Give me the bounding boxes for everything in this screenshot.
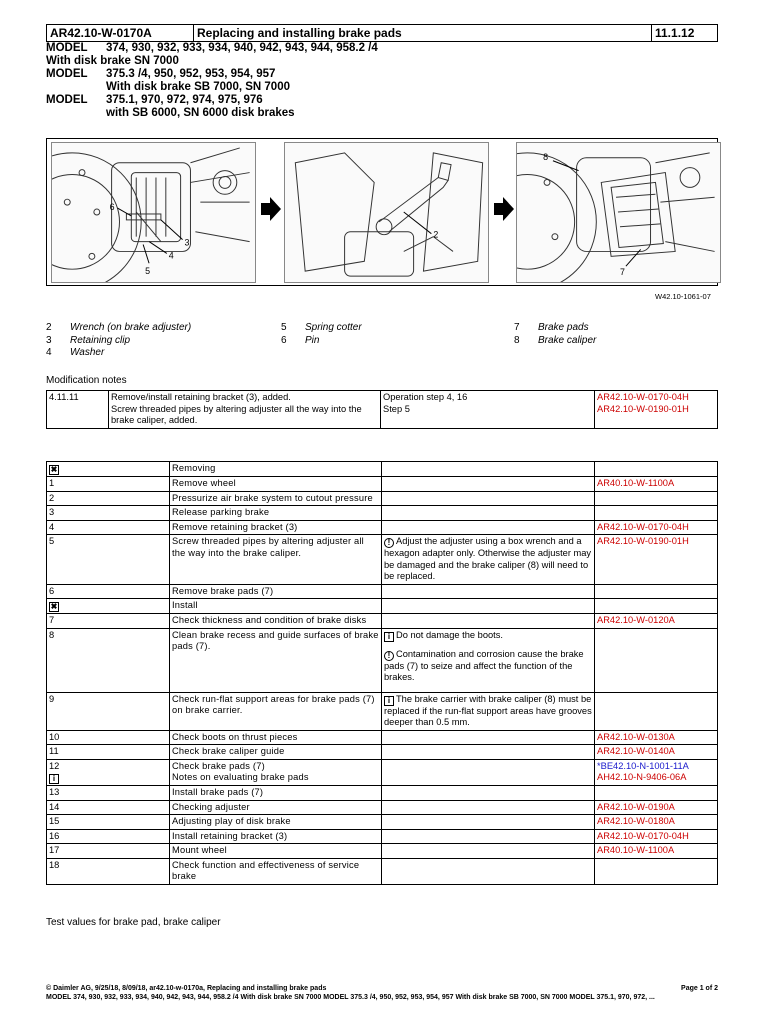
reference-link[interactable]: AH42.10-N-9406-06A — [597, 772, 687, 782]
info-icon: i — [384, 632, 394, 642]
model-label: MODEL — [46, 68, 88, 80]
note-paragraph: i The brake carrier with brake caliper (8) must be replaced if the run-flat support areas have grooves deeper than 0.5 mm. — [384, 693, 592, 727]
step-reference — [595, 858, 718, 884]
step-note — [382, 829, 595, 844]
section-icon: ✖ — [50, 602, 58, 611]
step-note — [382, 614, 595, 629]
caution-icon: ! — [384, 538, 394, 548]
mod-ref-link[interactable]: AR42.10-W-0170-04H — [597, 392, 689, 402]
reference-link[interactable]: AR42.10-W-0140A — [597, 746, 675, 756]
doc-id: AR42.10-W-0170A — [47, 25, 194, 41]
legend-item: 6 Pin — [281, 334, 320, 346]
step-note — [382, 745, 595, 760]
model-brake: With disk brake SN 7000 — [46, 55, 179, 67]
step-note — [382, 759, 595, 786]
step-reference — [595, 462, 718, 477]
reference-link[interactable]: *BE42.10-N-1001-11A — [597, 760, 689, 771]
step-number: 6 — [47, 584, 170, 599]
step-row — [47, 815, 718, 830]
step-note — [382, 506, 595, 521]
reference-link[interactable]: AR42.10-W-0190-01H — [597, 536, 689, 546]
illustration-panel-3 — [516, 142, 721, 283]
model-row — [46, 94, 378, 107]
step-text: Remove wheel — [170, 477, 382, 492]
step-number: 7 — [47, 614, 170, 629]
step-row — [47, 858, 718, 884]
page-footer — [46, 984, 718, 1002]
step-text: Check function and effectiveness of service brake — [170, 858, 382, 884]
model-row — [46, 42, 378, 55]
legend-item: 2 Wrench (on brake adjuster) — [46, 322, 192, 333]
step-reference — [595, 815, 718, 830]
step-reference — [595, 730, 718, 745]
model-label: MODEL — [46, 94, 88, 106]
step-text: Checking adjuster — [170, 800, 382, 815]
step-number: 13 — [47, 786, 170, 801]
step-row — [47, 786, 718, 801]
step-reference — [595, 745, 718, 760]
step-row — [47, 844, 718, 859]
legend-column-1 — [46, 322, 191, 360]
step-number: 2 — [47, 491, 170, 506]
page-number: Page 1 of 2 — [681, 985, 718, 992]
modification-notes-title: Modification notes — [46, 375, 127, 386]
step-row — [47, 692, 718, 730]
step-text: Install — [170, 599, 382, 614]
step-text: Screw threaded pipes by altering adjuster all the way into the brake caliper. — [170, 535, 382, 585]
wrench-adjuster-drawing — [285, 143, 488, 282]
step-note — [382, 491, 595, 506]
step-text: Check thickness and condition of brake disks — [170, 614, 382, 629]
step-note — [382, 462, 595, 477]
step-note — [382, 730, 595, 745]
model-row — [46, 68, 378, 81]
info-icon: i — [49, 774, 59, 784]
step-note — [382, 844, 595, 859]
doc-date: 11.1.12 — [655, 26, 695, 40]
arrow-right-icon — [494, 197, 514, 221]
note-paragraph: ! Adjust the adjuster using a box wrench and a hexagon adapter only. Otherwise the adjuster may be damaged and the brake caliper (8) will need to be replaced. — [384, 536, 592, 581]
step-text: Release parking brake — [170, 506, 382, 521]
brake-pads-removed-drawing — [517, 143, 720, 282]
step-reference — [595, 584, 718, 599]
illustration-figure — [46, 138, 718, 286]
step-row — [47, 614, 718, 629]
step-note — [382, 535, 595, 585]
footer-copyright: © Daimler AG, 9/25/18, 8/09/18, ar42.10-w-0170a, Replacing and installing brake pads — [46, 985, 327, 992]
step-number — [47, 462, 170, 477]
step-note — [382, 599, 595, 614]
step-number: 3 — [47, 506, 170, 521]
step-note — [382, 584, 595, 599]
step-number: 16 — [47, 829, 170, 844]
reference-link[interactable]: AR40.10-W-1100A — [597, 845, 675, 855]
modification-notes-table — [46, 390, 718, 429]
step-row — [47, 491, 718, 506]
reference-link[interactable]: AR42.10-W-0190A — [597, 801, 675, 812]
test-values-heading: Test values for brake pad, brake caliper — [46, 917, 221, 928]
step-note — [382, 815, 595, 830]
step-text: Install brake pads (7) — [170, 786, 382, 801]
step-row — [47, 535, 718, 585]
model-numbers: 375.3 /4, 950, 952, 953, 954, 957 — [106, 68, 276, 80]
step-note — [382, 800, 595, 815]
step-row — [47, 520, 718, 535]
step-text: Remove retaining bracket (3) — [170, 520, 382, 535]
reference-link[interactable]: AR40.10-W-1100A — [597, 478, 675, 488]
step-number: 12 i — [47, 759, 170, 786]
mod-refs — [595, 391, 718, 429]
illustration-panel-2 — [284, 142, 489, 283]
step-reference — [595, 829, 718, 844]
step-number: 17 — [47, 844, 170, 859]
step-number: 15 — [47, 815, 170, 830]
step-reference — [595, 800, 718, 815]
callout-5: 5 — [145, 266, 151, 277]
model-brake: With disk brake SB 7000, SN 7000 — [106, 81, 290, 93]
legend-item: 7 Brake pads — [514, 322, 589, 333]
model-numbers: 375.1, 970, 972, 974, 975, 976 — [106, 94, 263, 106]
step-row — [47, 745, 718, 760]
arrow-right-icon — [261, 197, 281, 221]
step-row — [47, 628, 718, 692]
step-number: 8 — [47, 628, 170, 692]
step-reference — [595, 599, 718, 614]
step-reference — [595, 491, 718, 506]
step-note — [382, 477, 595, 492]
callout-8: 8 — [543, 151, 549, 162]
step-row — [47, 506, 718, 521]
step-row — [47, 730, 718, 745]
model-numbers: 374, 930, 932, 933, 934, 940, 942, 943, 944, 958.2 /4 — [106, 42, 378, 54]
legend-column-2 — [281, 322, 362, 347]
model-brake: with SB 6000, SN 6000 disk brakes — [106, 107, 295, 119]
model-label: MODEL — [46, 42, 88, 54]
callout-2: 2 — [433, 229, 439, 240]
step-number: 1 — [47, 477, 170, 492]
brake-caliper-drawing — [52, 143, 255, 282]
step-note — [382, 858, 595, 884]
model-brake-line — [46, 81, 378, 94]
step-text: Clean brake recess and guide surfaces of brake pads (7). — [170, 628, 382, 692]
callout-4: 4 — [168, 250, 174, 261]
step-row — [47, 800, 718, 815]
step-text: Removing — [170, 462, 382, 477]
step-reference — [595, 844, 718, 859]
step-reference — [595, 692, 718, 730]
step-number: 14 — [47, 800, 170, 815]
step-text: Pressurize air brake system to cutout pressure — [170, 491, 382, 506]
mod-ref-link[interactable]: AR42.10-W-0190-01H — [597, 403, 689, 414]
legend-item: 8 Brake caliper — [514, 334, 597, 346]
step-number: 4 — [47, 520, 170, 535]
reference-link[interactable]: AR42.10-W-0120A — [597, 615, 675, 625]
callout-6: 6 — [109, 202, 115, 213]
step-number: 10 — [47, 730, 170, 745]
step-reference — [595, 628, 718, 692]
section-icon: ✖ — [50, 465, 58, 474]
table-row — [47, 391, 718, 429]
model-list — [46, 42, 378, 120]
step-reference — [595, 786, 718, 801]
step-reference — [595, 614, 718, 629]
section-row — [47, 599, 718, 614]
note-paragraph: i Do not damage the boots. — [384, 630, 592, 642]
step-reference — [595, 759, 718, 786]
footer-models: MODEL 374, 930, 932, 933, 934, 940, 942, 943, 944, 958.2 /4 With disk brake SN 7000 MODEL 375.3 /4, 950, 952, 953, 954, 957 With disk brake SB 7000, SN 7000 MODEL 375.1, 970, 972, ... — [46, 994, 655, 1001]
step-text: Mount wheel — [170, 844, 382, 859]
model-brake-line — [46, 107, 378, 120]
step-number: 9 — [47, 692, 170, 730]
illustration-panel-1 — [51, 142, 256, 283]
mod-changes: Remove/install retaining bracket (3), added. Screw threaded pipes by altering adjuster all the way into the brake caliper, added. — [109, 391, 381, 429]
step-reference — [595, 535, 718, 585]
step-text: Remove brake pads (7) — [170, 584, 382, 599]
callout-7: 7 — [619, 267, 625, 278]
step-note — [382, 520, 595, 535]
step-number: 11 — [47, 745, 170, 760]
step-reference — [595, 477, 718, 492]
legend-item: 5 Spring cotter — [281, 322, 362, 333]
step-number: 5 — [47, 535, 170, 585]
step-row — [47, 829, 718, 844]
note-paragraph: ! Contamination and corrosion cause the brake pads (7) to seize and affect the function of the brakes. — [384, 648, 584, 682]
mod-steps: Operation step 4, 16 Step 5 — [381, 391, 595, 429]
legend-column-3 — [514, 322, 596, 347]
step-row — [47, 759, 718, 786]
steps-table — [46, 461, 718, 885]
step-text: Check brake pads (7) Notes on evaluating brake pads — [170, 759, 382, 786]
reference-link[interactable]: AR42.10-W-0180A — [597, 816, 675, 826]
reference-link[interactable]: AR42.10-W-0170-04H — [597, 521, 689, 532]
step-text: Check run-flat support areas for brake pads (7) on brake carrier. — [170, 692, 382, 730]
step-text: Adjusting play of disk brake — [170, 815, 382, 830]
step-text: Check boots on thrust pieces — [170, 730, 382, 745]
step-row — [47, 584, 718, 599]
step-reference — [595, 506, 718, 521]
model-brake-line — [46, 55, 378, 68]
step-note — [382, 786, 595, 801]
step-text: Check brake caliper guide — [170, 745, 382, 760]
caution-icon: ! — [384, 651, 394, 661]
step-note — [382, 628, 595, 692]
step-number — [47, 599, 170, 614]
callout-3: 3 — [184, 237, 190, 248]
legend-item: 4 Washer — [46, 347, 105, 358]
section-row — [47, 462, 718, 477]
step-row — [47, 477, 718, 492]
reference-link[interactable]: AR42.10-W-0130A — [597, 731, 675, 742]
document-header — [46, 24, 718, 42]
doc-title: Replacing and installing brake pads — [194, 25, 652, 41]
legend-item: 3 Retaining clip — [46, 334, 131, 346]
mod-date: 4.11.11 — [47, 391, 109, 429]
step-note — [382, 692, 595, 730]
step-reference — [595, 520, 718, 535]
reference-link[interactable]: AR42.10-W-0170-04H — [597, 830, 689, 841]
figure-reference: W42.10-1061-07 — [655, 292, 711, 301]
info-icon: i — [384, 696, 394, 706]
step-number: 18 — [47, 858, 170, 884]
step-text: Install retaining bracket (3) — [170, 829, 382, 844]
